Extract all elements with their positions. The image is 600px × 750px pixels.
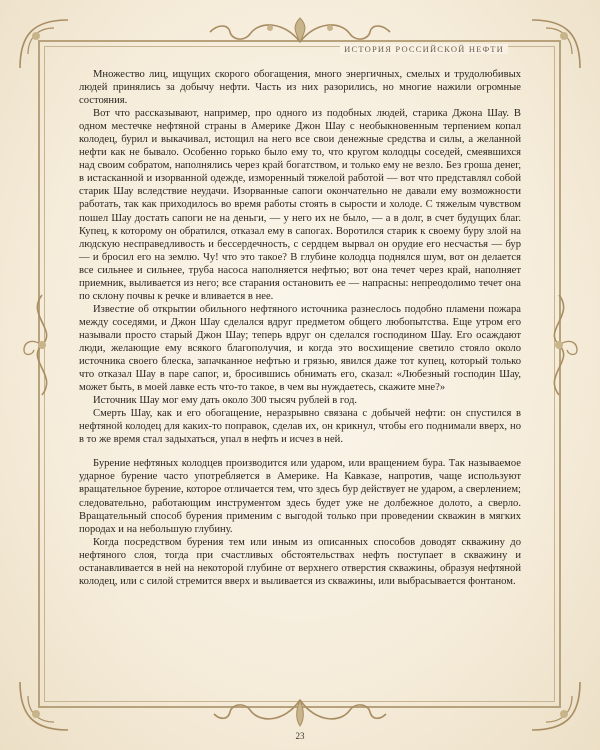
paragraph: Множество лиц, ищущих скорого обогащения, много энергичных, смелых и трудолюбивых людей принялись за добычу нефти. Часть из них разорились, но многие нажили огромные состояния.	[79, 69, 521, 107]
paragraph: Когда посредством бурения тем или иным из описанных способов доводят скважину до нефтяного слоя, тогда при счастливых обстоятельствах нефть поступает в скважину и останавливается в ней на некоторой глубине от верхнего отверстия скважины, образуя нефтяной колодец, или с силой стремится вверх и выливается из скважины, или выбрасывается фонтаном.	[79, 536, 521, 587]
bottom-right-corner-ornament	[526, 676, 586, 736]
paragraph: Известие об открытии обильного нефтяного источника разнеслось подобно пламени пожара между соседями, и Джон Шау сделался вдруг предметом общего любопытства. Еще утром его называли просто старый Джон Шау; теперь вдруг он сделался господином Шау. Его осаждают люди, желающие ему всякого благополучия, и когда это восхищение светило стояло около источника своего блеска, запачканное нефтью и грязью, явился даже тот купец, который только что отказал Шау в паре сапог, и, бросившись обнимать его, сказал: «Любезный господин Шау, может быть, в моей лавке есть что-то такое, в чем вы нуждаетесь, скажите мне?»	[79, 303, 521, 394]
bottom-ornament	[210, 690, 390, 730]
article-text	[79, 68, 521, 588]
left-side-ornament	[18, 290, 63, 400]
top-right-corner-ornament	[526, 14, 586, 74]
paragraph: Вот что рассказывают, например, про одного из подобных людей, старика Джона Шау. В одном местечке нефтяной страны в Америке Джон Шау с необыкновенным терпением копал колодец, бурил и выкачивал, истощил на него все свои денежные средства и силы, а желанной нефти как не бывало. Особенно горько было ему то, что кругом колодцы соседей, смеявшихся над своим собратом, наполнялись через край богатством, и только ему не везло. Без гроша денег, в истасканной и изорванной одежде, изморенный тяжелой работой — вот что представлял собой старик Шау вследствие неудачи. Изорванные сапоги окончательно не давали ему возможности работать, так как приходилось во время работы стоять в сырости и холоде. С тяжелым чувством пошел Шау достать сапоги не на деньги, — у него их не было, — а в долг, в счет будущих благ. Купец, к которому он обратился, отказал ему в сапогах. Воротился старик к своему буру злой на людскую несправедливость и бессердечность, с сердцем вырвал он орудие его несчастья — бур — и бросил его на землю. Чу! что это такое? В глубине колодца поднялся шум, вот он делается все сильнее и сильнее, труба насоса наполняется нефтью; вот она течет через край, наполняет приемник, выливается из него; все старания остановить ее — напрасны: непреодолимо течет она по склону почвы к речке и вливается в нее.	[79, 108, 521, 302]
bottom-left-corner-ornament	[14, 676, 74, 736]
running-header: ИСТОРИЯ РОССИЙСКОЙ НЕФТИ	[340, 44, 508, 54]
paragraph: Источник Шау мог ему дать около 300 тысяч рублей в год.	[93, 395, 358, 407]
paragraph: Смерть Шау, как и его обогащение, неразрывно связана с добычей нефти: он спустился в нефтяной колодец для каких-то поправок, сделав их, он крикнул, чтобы его поднимали вверх, но в то же время стал задыхаться, упал в нефть и исчез в ней.	[79, 408, 521, 446]
paragraph: Бурение нефтяных колодцев производится или ударом, или вращением бура. Так называемое ударное бурение часто употребляется в Америке. На Кавказе, напротив, чаще используют вращательное бурение, которое отличается тем, что здесь бур действует не ударом, а сверлением; следовательно, работающим инструментом здесь будет уже не долбежное долото, а сверло. Вращательный способ бурения применим с выгодой только при проведении скважин в мягких породах и на небольшую глубину.	[79, 458, 521, 535]
right-side-ornament	[538, 290, 583, 400]
top-left-corner-ornament	[14, 14, 74, 74]
page-number: 23	[295, 731, 305, 741]
